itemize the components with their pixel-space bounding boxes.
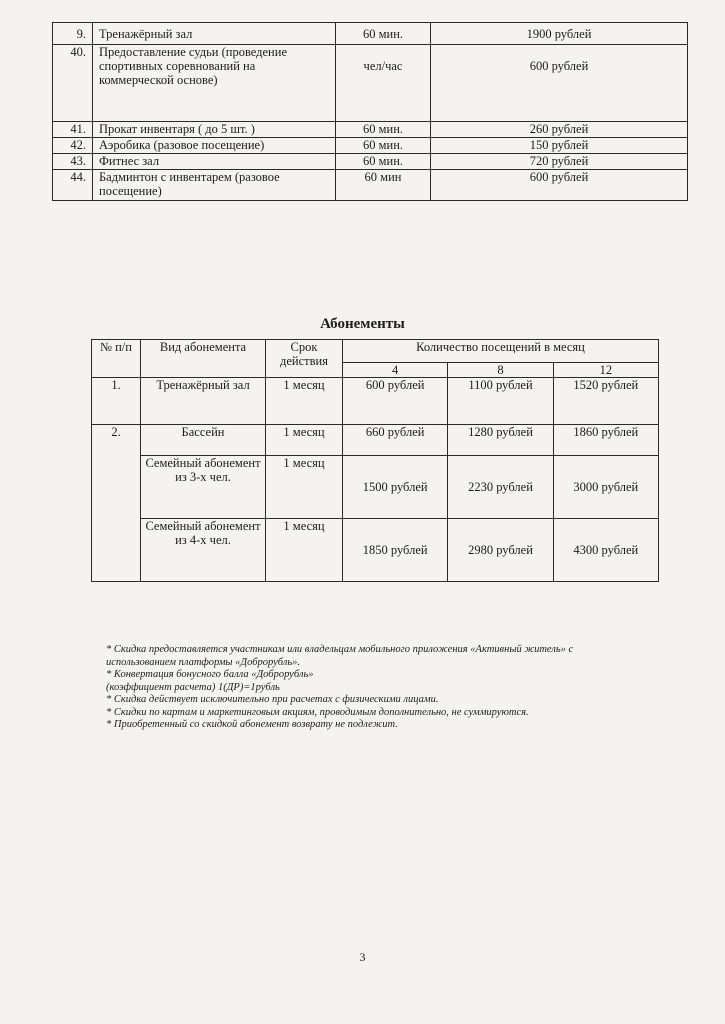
service-unit: 60 мин — [336, 170, 431, 201]
table-row — [53, 170, 688, 201]
table-row — [53, 45, 688, 122]
row-number: 40. — [53, 45, 93, 122]
subscription-price: 660 рублей — [343, 425, 448, 456]
subscription-type: Тренажёрный зал — [141, 378, 266, 425]
table-row — [92, 456, 659, 519]
footnote: * Конвертация бонусного балла «Доброрубль» — [106, 669, 314, 680]
header-visit-count: 4 — [343, 363, 448, 378]
subscription-price: 1860 рублей — [553, 425, 658, 456]
service-price: 600 рублей — [431, 45, 688, 122]
subscription-term: 1 месяц — [266, 425, 343, 456]
subscription-term: 1 месяц — [266, 378, 343, 425]
table-row — [53, 138, 688, 154]
subscription-price: 2980 рублей — [448, 519, 553, 582]
footnote: (коэффициент расчета) 1(ДР)=1рубль — [106, 681, 280, 693]
header-type: Вид абонемента — [141, 340, 266, 378]
service-name: Фитнес зал — [93, 154, 336, 170]
row-number: 9. — [53, 23, 93, 45]
service-unit: чел/час — [336, 45, 431, 122]
page-number: 3 — [359, 950, 366, 964]
row-number: 2. — [92, 425, 141, 582]
row-number: 41. — [53, 122, 93, 138]
row-number: 1. — [92, 378, 141, 425]
header-visits: Количество посещений в месяц — [343, 340, 659, 363]
table-row — [92, 519, 659, 582]
table-header-row — [92, 340, 659, 363]
service-unit: 60 мин. — [336, 122, 431, 138]
service-name: Тренажёрный зал — [93, 23, 336, 45]
header-number: № п/п — [92, 340, 141, 378]
table-row — [53, 122, 688, 138]
row-number: 43. — [53, 154, 93, 170]
subscriptions-table — [91, 339, 659, 582]
service-unit: 60 мин. — [336, 138, 431, 154]
service-unit: 60 мин. — [336, 23, 431, 45]
subscription-type: Семейный абонемент из 4-х чел. — [141, 519, 266, 582]
footnote: * Скидки по картам и маркетинговым акциям, проводимым дополнительно, не суммируются. — [106, 706, 529, 718]
service-price: 150 рублей — [431, 138, 688, 154]
subscription-type: Семейный абонемент из 3-х чел. — [141, 456, 266, 519]
service-name: Прокат инвентаря ( до 5 шт. ) — [93, 122, 336, 138]
table-row — [53, 23, 688, 45]
subscription-term: 1 месяц — [266, 456, 343, 519]
service-name: Аэробика (разовое посещение) — [93, 138, 336, 154]
subscription-price: 600 рублей — [343, 378, 448, 425]
subscription-price: 1850 рублей — [343, 519, 448, 582]
subscription-price: 2230 рублей — [448, 456, 553, 519]
subscription-price: 1100 рублей — [448, 378, 553, 425]
footnote: * Приобретенный со скидкой абонемент возврату не подлежит. — [106, 719, 398, 730]
header-visit-count: 8 — [448, 363, 553, 378]
service-price: 1900 рублей — [431, 23, 688, 45]
subscription-type: Бассейн — [141, 425, 266, 456]
service-price: 600 рублей — [431, 170, 688, 201]
service-price: 720 рублей — [431, 154, 688, 170]
subscription-price: 1520 рублей — [553, 378, 658, 425]
row-number: 44. — [53, 170, 93, 201]
footnote: * Скидка действует исключительно при расчетах с физическими лицами. — [106, 694, 439, 705]
subscription-term: 1 месяц — [266, 519, 343, 582]
section-title: Абонементы — [320, 316, 405, 332]
subscription-price: 4300 рублей — [553, 519, 658, 582]
subscription-price: 1280 рублей — [448, 425, 553, 456]
subscription-price: 1500 рублей — [343, 456, 448, 519]
service-name: Бадминтон с инвентарем (разовое посещение) — [93, 170, 336, 201]
table-row — [53, 154, 688, 170]
price-table — [52, 22, 688, 201]
table-row — [92, 378, 659, 425]
header-visit-count: 12 — [553, 363, 658, 378]
row-number: 42. — [53, 138, 93, 154]
header-term: Срок действия — [266, 340, 343, 378]
service-price: 260 рублей — [431, 122, 688, 138]
footnotes — [106, 644, 636, 732]
subscription-price: 3000 рублей — [553, 456, 658, 519]
footnote: * Скидка предоставляется участникам или владельцам мобильного приложения «Активный житель» с использованием платформы «Доброрубль». — [106, 644, 574, 668]
service-unit: 60 мин. — [336, 154, 431, 170]
service-name: Предоставление судьи (проведение спортивных соревнований на коммерческой основе) — [93, 45, 336, 122]
table-row — [92, 425, 659, 456]
